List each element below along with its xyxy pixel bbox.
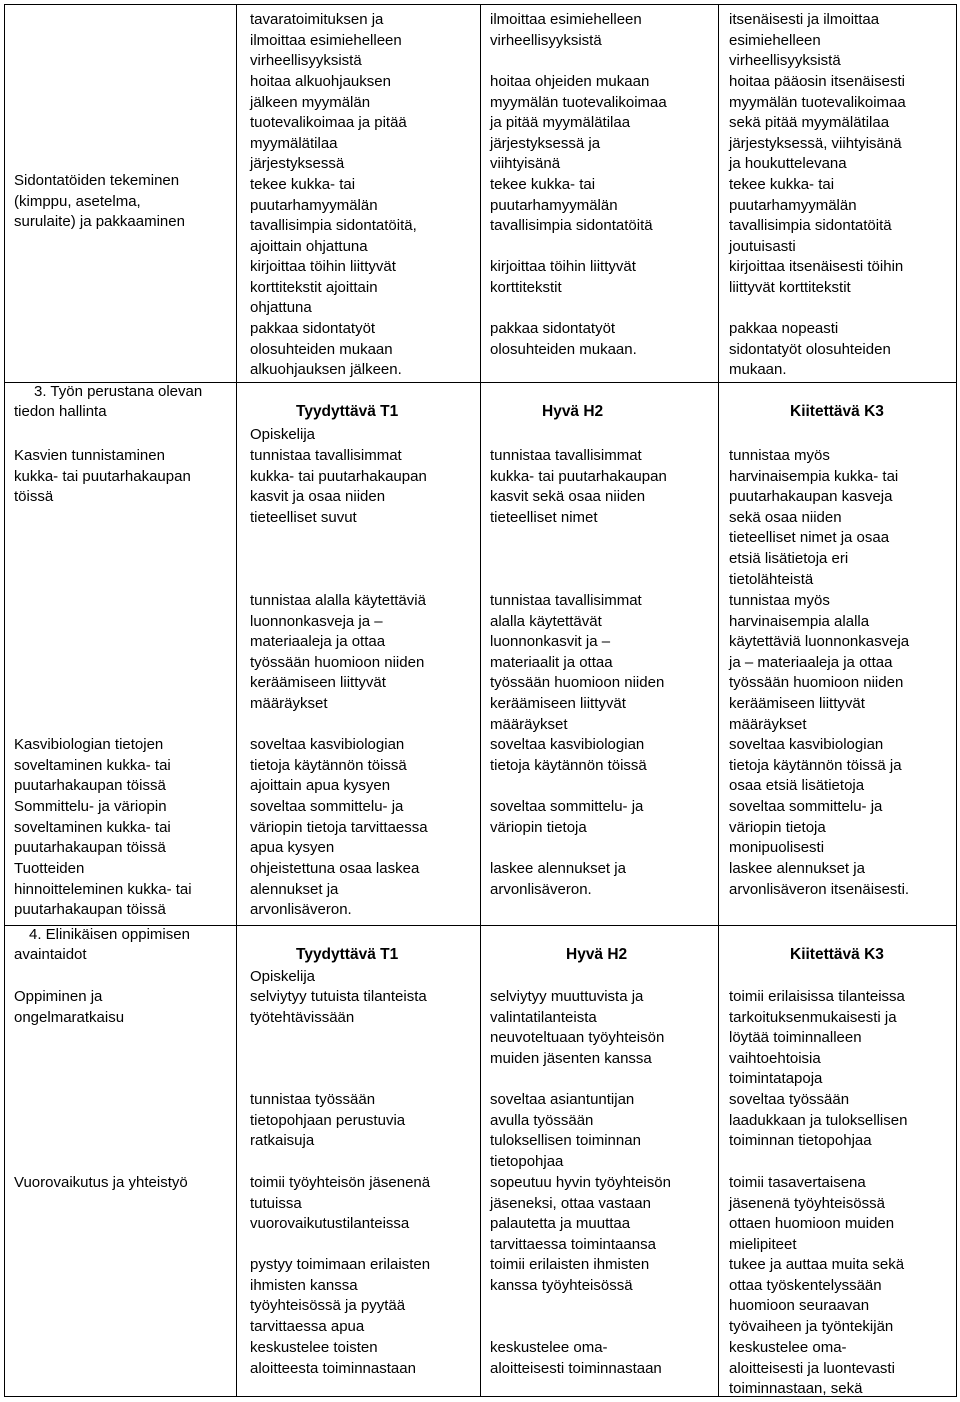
column-divider xyxy=(236,5,237,1396)
column-divider xyxy=(718,5,719,1396)
t1-cell-r5: pakkaa sidontatyöt olosuhteiden mukaan alkuohjauksen jälkeen. xyxy=(250,320,402,379)
s4-h2-b1: sopeutuu hyvin työyhteisön jäseneksi, ottaa vastaan palautetta ja muuttaa tarvittaessa toimintaansa xyxy=(490,1174,671,1253)
grade-header-k3: Kiitettävä K3 xyxy=(790,946,884,963)
grade-header-k3: Kiitettävä K3 xyxy=(790,403,884,420)
s4-h2-a1: selviytyy muuttuvista ja valintatilanteista neuvoteltuaan työyhteisön muiden jäsenten kanssa xyxy=(490,988,665,1067)
t1-cell-r1: tavaratoimituksen ja ilmoittaa esimiehelleen virheellisyyksistä xyxy=(250,11,402,70)
s3-t1-c: soveltaa sommittelu- ja väriopin tietoja tarvittaessa apua kysyen xyxy=(250,798,428,857)
topic-kasvibiologia: Kasvibiologian tietojen soveltaminen kukka- tai puutarhakaupan töissä xyxy=(14,736,171,795)
student-label: Opiskelija xyxy=(250,426,316,443)
h2-cell-r3: tekee kukka- tai puutarhamyymälän tavallisimpia sidontatöitä xyxy=(490,176,653,235)
h2-cell-r5: pakkaa sidontatyöt olosuhteiden mukaan. xyxy=(490,320,637,358)
s4-t1-b2: pystyy toimimaan erilaisten ihmisten kanssa työyhteisössä ja pyytää tarvittaessa apua xyxy=(250,1256,431,1335)
s3-k3-c: soveltaa sommittelu- ja väriopin tietoja monipuolisesti xyxy=(729,798,883,857)
k3-cell-r4: kirjoittaa itsenäisesti töihin liittyvät korttitekstit xyxy=(729,258,904,296)
k3-cell-r3: tekee kukka- tai puutarhamyymälän tavallisimpia sidontatöitä joutuisasti xyxy=(729,176,892,255)
s3-k3-d: laskee alennukset ja arvonlisäveron itsenäisesti. xyxy=(729,860,910,898)
s4-t1-b3: keskustelee toisten aloitteesta toiminnastaan xyxy=(250,1339,416,1377)
s3-h2-a1: tunnistaa tavallisimmat kukka- tai puutarhakaupan kasvit sekä osaa niiden tieteelliset nimet xyxy=(490,447,667,526)
s3-h2-a2: tunnistaa tavallisimmat alalla käytettävät luonnonkasvit ja – materiaalit ja ottaa työssään huomioon niiden keräämiseen liittyvät määräykset xyxy=(490,592,665,733)
s4-k3-a2: soveltaa työssään laadukkaan ja tuloksellisen toiminnan tietopohjaa xyxy=(729,1091,908,1150)
s3-t1-a1: tunnistaa tavallisimmat kukka- tai puutarhakaupan kasvit ja osaa niiden tieteelliset suvut xyxy=(250,447,427,526)
grade-header-h2: Hyvä H2 xyxy=(566,946,628,963)
s3-h2-b: soveltaa kasvibiologian tietoja käytännön töissä xyxy=(490,736,647,774)
h2-cell-r4: kirjoittaa töihin liittyvät korttitekstit xyxy=(490,258,636,296)
s3-k3-b: soveltaa kasvibiologian tietoja käytännön töissä ja osaa etsiä lisätietoja xyxy=(729,736,902,795)
topic-oppiminen: Oppiminen ja ongelmaratkaisu xyxy=(14,988,125,1026)
s4-t1-a2: tunnistaa työssään tietopohjaan perustuvia ratkaisuja xyxy=(250,1091,406,1150)
s3-t1-d: ohjeistettuna osaa laskea alennukset ja arvonlisäveron. xyxy=(250,860,420,919)
t1-cell-r4: kirjoittaa töihin liittyvät korttitekstit ajoittain ohjattuna xyxy=(250,258,396,317)
s3-k3-a2: tunnistaa myös harvinaisempia alalla käytettäviä luonnonkasveja ja – materiaaleja ja ottaa työssään huomioon niiden keräämiseen liittyvät määräykset xyxy=(729,592,910,733)
assessment-criteria-table xyxy=(4,4,957,1397)
s4-h2-b3: keskustelee oma- aloitteisesti toiminnastaan xyxy=(490,1339,662,1377)
s3-k3-a1: tunnistaa myös harvinaisempia kukka- tai puutarhakaupan kasveja sekä osaa niiden tieteelliset nimet ja osaa etsiä lisätietoja eri tietolähteistä xyxy=(729,447,899,588)
k3-cell-r5: pakkaa nopeasti sidontatyöt olosuhteiden mukaan. xyxy=(729,320,891,379)
s3-h2-d: laskee alennukset ja arvonlisäveron. xyxy=(490,860,626,898)
h2-cell-r1: ilmoittaa esimiehelleen virheellisyyksistä xyxy=(490,11,642,49)
s4-k3-b1: toimii tasavertaisena jäsenenä työyhteisössä ottaen huomioon muiden mielipiteet xyxy=(729,1174,895,1253)
s4-k3-a1: toimii erilaisissa tilanteissa tarkoituksenmukaisesti ja löytää toiminnalleen vaihtoehtoisia toimintatapoja xyxy=(729,988,905,1088)
grade-header-t1: Tyydyttävä T1 xyxy=(296,403,399,420)
grade-header-h2: Hyvä H2 xyxy=(542,403,604,420)
topic-sidontatyot: Sidontatöiden tekeminen (kimppu, asetelma, surulaite) ja pakkaaminen xyxy=(14,172,185,231)
grade-header-t1: Tyydyttävä T1 xyxy=(296,946,399,963)
s3-t1-b: soveltaa kasvibiologian tietoja käytännön töissä ajoittain apua kysyen xyxy=(250,736,407,795)
k3-cell-r2: hoitaa pääosin itsenäisesti myymälän tuotevalikoimaa sekä pitää myymälätilaa järjestyksessä, viihtyisänä ja houkuttelevana xyxy=(729,73,906,173)
s4-t1-a1: selviytyy tutuista tilanteista työtehtävissään xyxy=(250,988,427,1026)
section4-title-line2: avaintaidot xyxy=(14,946,87,963)
section3-title-line1: 3. Työn perustana olevan xyxy=(34,383,203,400)
topic-hinnoitteleminen: Tuotteiden hinnoitteleminen kukka- tai puutarhakaupan töissä xyxy=(14,860,192,919)
s4-t1-b1: toimii työyhteisön jäsenenä tutuissa vuorovaikutustilanteissa xyxy=(250,1174,431,1233)
s4-k3-b2: tukee ja auttaa muita sekä ottaa työskentelyssään huomioon seuraavan työvaiheen ja työntekijän xyxy=(729,1256,905,1335)
topic-vuorovaikutus: Vuorovaikutus ja yhteistyö xyxy=(14,1174,188,1191)
s4-h2-a2: soveltaa asiantuntijan avulla työssään tuloksellisen toiminnan tietopohjaa xyxy=(490,1091,641,1170)
section3-title-line2: tiedon hallinta xyxy=(14,403,107,420)
s4-k3-b3: keskustelee oma- aloitteisesti ja luontevasti toiminnastaan, sekä xyxy=(729,1339,895,1398)
section4-title-line1: 4. Elinikäisen oppimisen xyxy=(29,926,190,943)
k3-cell-r1: itsenäisesti ja ilmoittaa esimiehelleen virheellisyyksistä xyxy=(729,11,880,70)
topic-kasvien-tunnistaminen: Kasvien tunnistaminen kukka- tai puutarhakaupan töissä xyxy=(14,447,191,506)
student-label: Opiskelija xyxy=(250,968,316,985)
s3-h2-c: soveltaa sommittelu- ja väriopin tietoja xyxy=(490,798,644,836)
t1-cell-r3: tekee kukka- tai puutarhamyymälän tavallisimpia sidontatöitä, ajoittain ohjattuna xyxy=(250,176,417,255)
s4-h2-b2: toimii erilaisten ihmisten kanssa työyhteisössä xyxy=(490,1256,650,1294)
h2-cell-r2: hoitaa ohjeiden mukaan myymälän tuotevalikoimaa ja pitää myymälätilaa järjestyksessä ja viihtyisänä xyxy=(490,73,667,173)
topic-sommittelu: Sommittelu- ja väriopin soveltaminen kukka- tai puutarhakaupan töissä xyxy=(14,798,171,857)
s3-t1-a2: tunnistaa alalla käytettäviä luonnonkasveja ja – materiaaleja ja ottaa työssään huomioon niiden keräämiseen liittyvät määräykset xyxy=(250,592,426,712)
column-divider xyxy=(480,5,481,1396)
t1-cell-r2: hoitaa alkuohjauksen jälkeen myymälän tuotevalikoimaa ja pitää myymälätilaa järjestyksessä xyxy=(250,73,407,173)
